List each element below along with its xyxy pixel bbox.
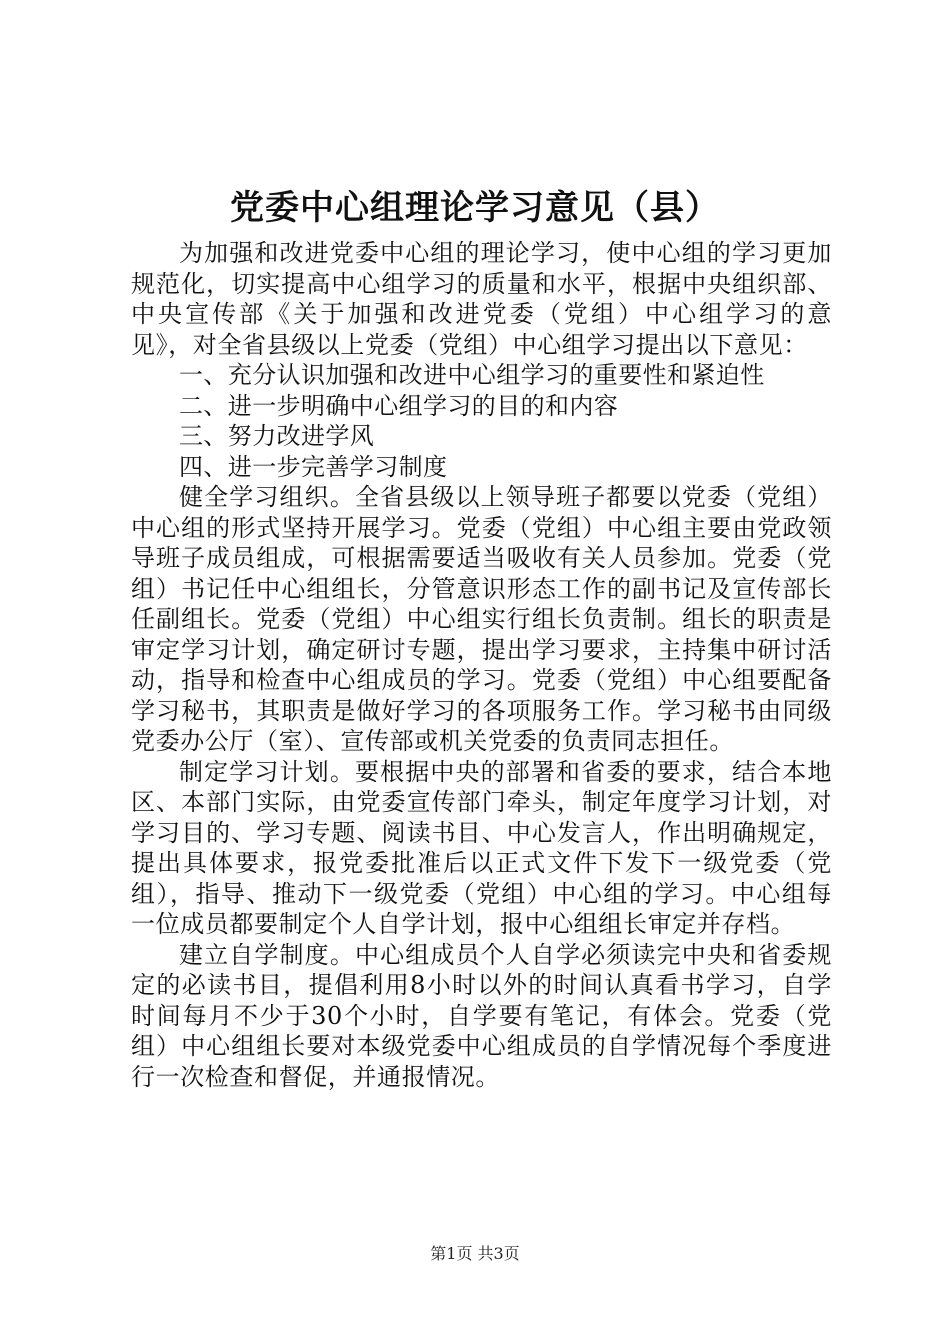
- paragraph-self-study: 建立自学制度。中心组成员个人自学必须读完中央和省委规定的必读书目，提倡利用8小时以外的时间认真看书学习，自学时间每月不少于30个小时，自学要有笔记，有体会。党委（党组）中心组组长要对本级党委中心组成员的自学情况每个季度进行一次检查和督促，并通报情况。: [131, 940, 832, 1091]
- page-footer: 第1页 共3页: [430, 1244, 520, 1263]
- section-heading-4: 四、进一步完善学习制度: [179, 452, 448, 481]
- section-heading-3: 三、努力改进学风: [179, 422, 375, 450]
- paragraph-study-organization: 健全学习组织。全省县级以上领导班子都要以党委（党组）中心组的形式坚持开展学习。党委（党组）中心组主要由党政领导班子成员组成，可根据需要适当吸收有关人员参加。党委（党组）书记任中心组组长，分管意识形态工作的副书记及宣传部长任副组长。党委（党组）中心组实行组长负责制。组长的职责是审定学习计划，确定研讨专题，提出学习要求，主持集中研讨活动，指导和检查中心组成员的学习。党委（党组）中心组要配备学习秘书，其职责是做好学习的各项服务工作。学习秘书由同级党委办公厅（室）、宣传部或机关党委的负责同志担任。: [131, 483, 832, 755]
- document-body: [131, 238, 832, 1092]
- intro-paragraph: 为加强和改进党委中心组的理论学习，使中心组的学习更加规范化，切实提高中心组学习的质量和水平，根据中央组织部、中央宣传部《关于加强和改进党委（党组）中心组学习的意见》，对全省县级以上党委（党组）中心组学习提出以下意见：: [131, 239, 832, 359]
- paragraph-study-plan: 制定学习计划。要根据中央的部署和省委的要求，结合本地区、本部门实际，由党委宣传部门牵头，制定年度学习计划，对学习目的、学习专题、阅读书目、中心发言人，作出明确规定，提出具体要求，报党委批准后以正式文件下发下一级党委（党组），指导、推动下一级党委（党组）中心组的学习。中心组每一位成员都要制定个人自学计划，报中心组组长审定并存档。: [131, 757, 832, 938]
- section-heading-2: 二、进一步明确中心组学习的目的和内容: [179, 391, 619, 420]
- section-heading-1: 一、充分认识加强和改进中心组学习的重要性和紧迫性: [179, 361, 765, 389]
- document-title: 党委中心组理论学习意见（县）: [230, 188, 720, 228]
